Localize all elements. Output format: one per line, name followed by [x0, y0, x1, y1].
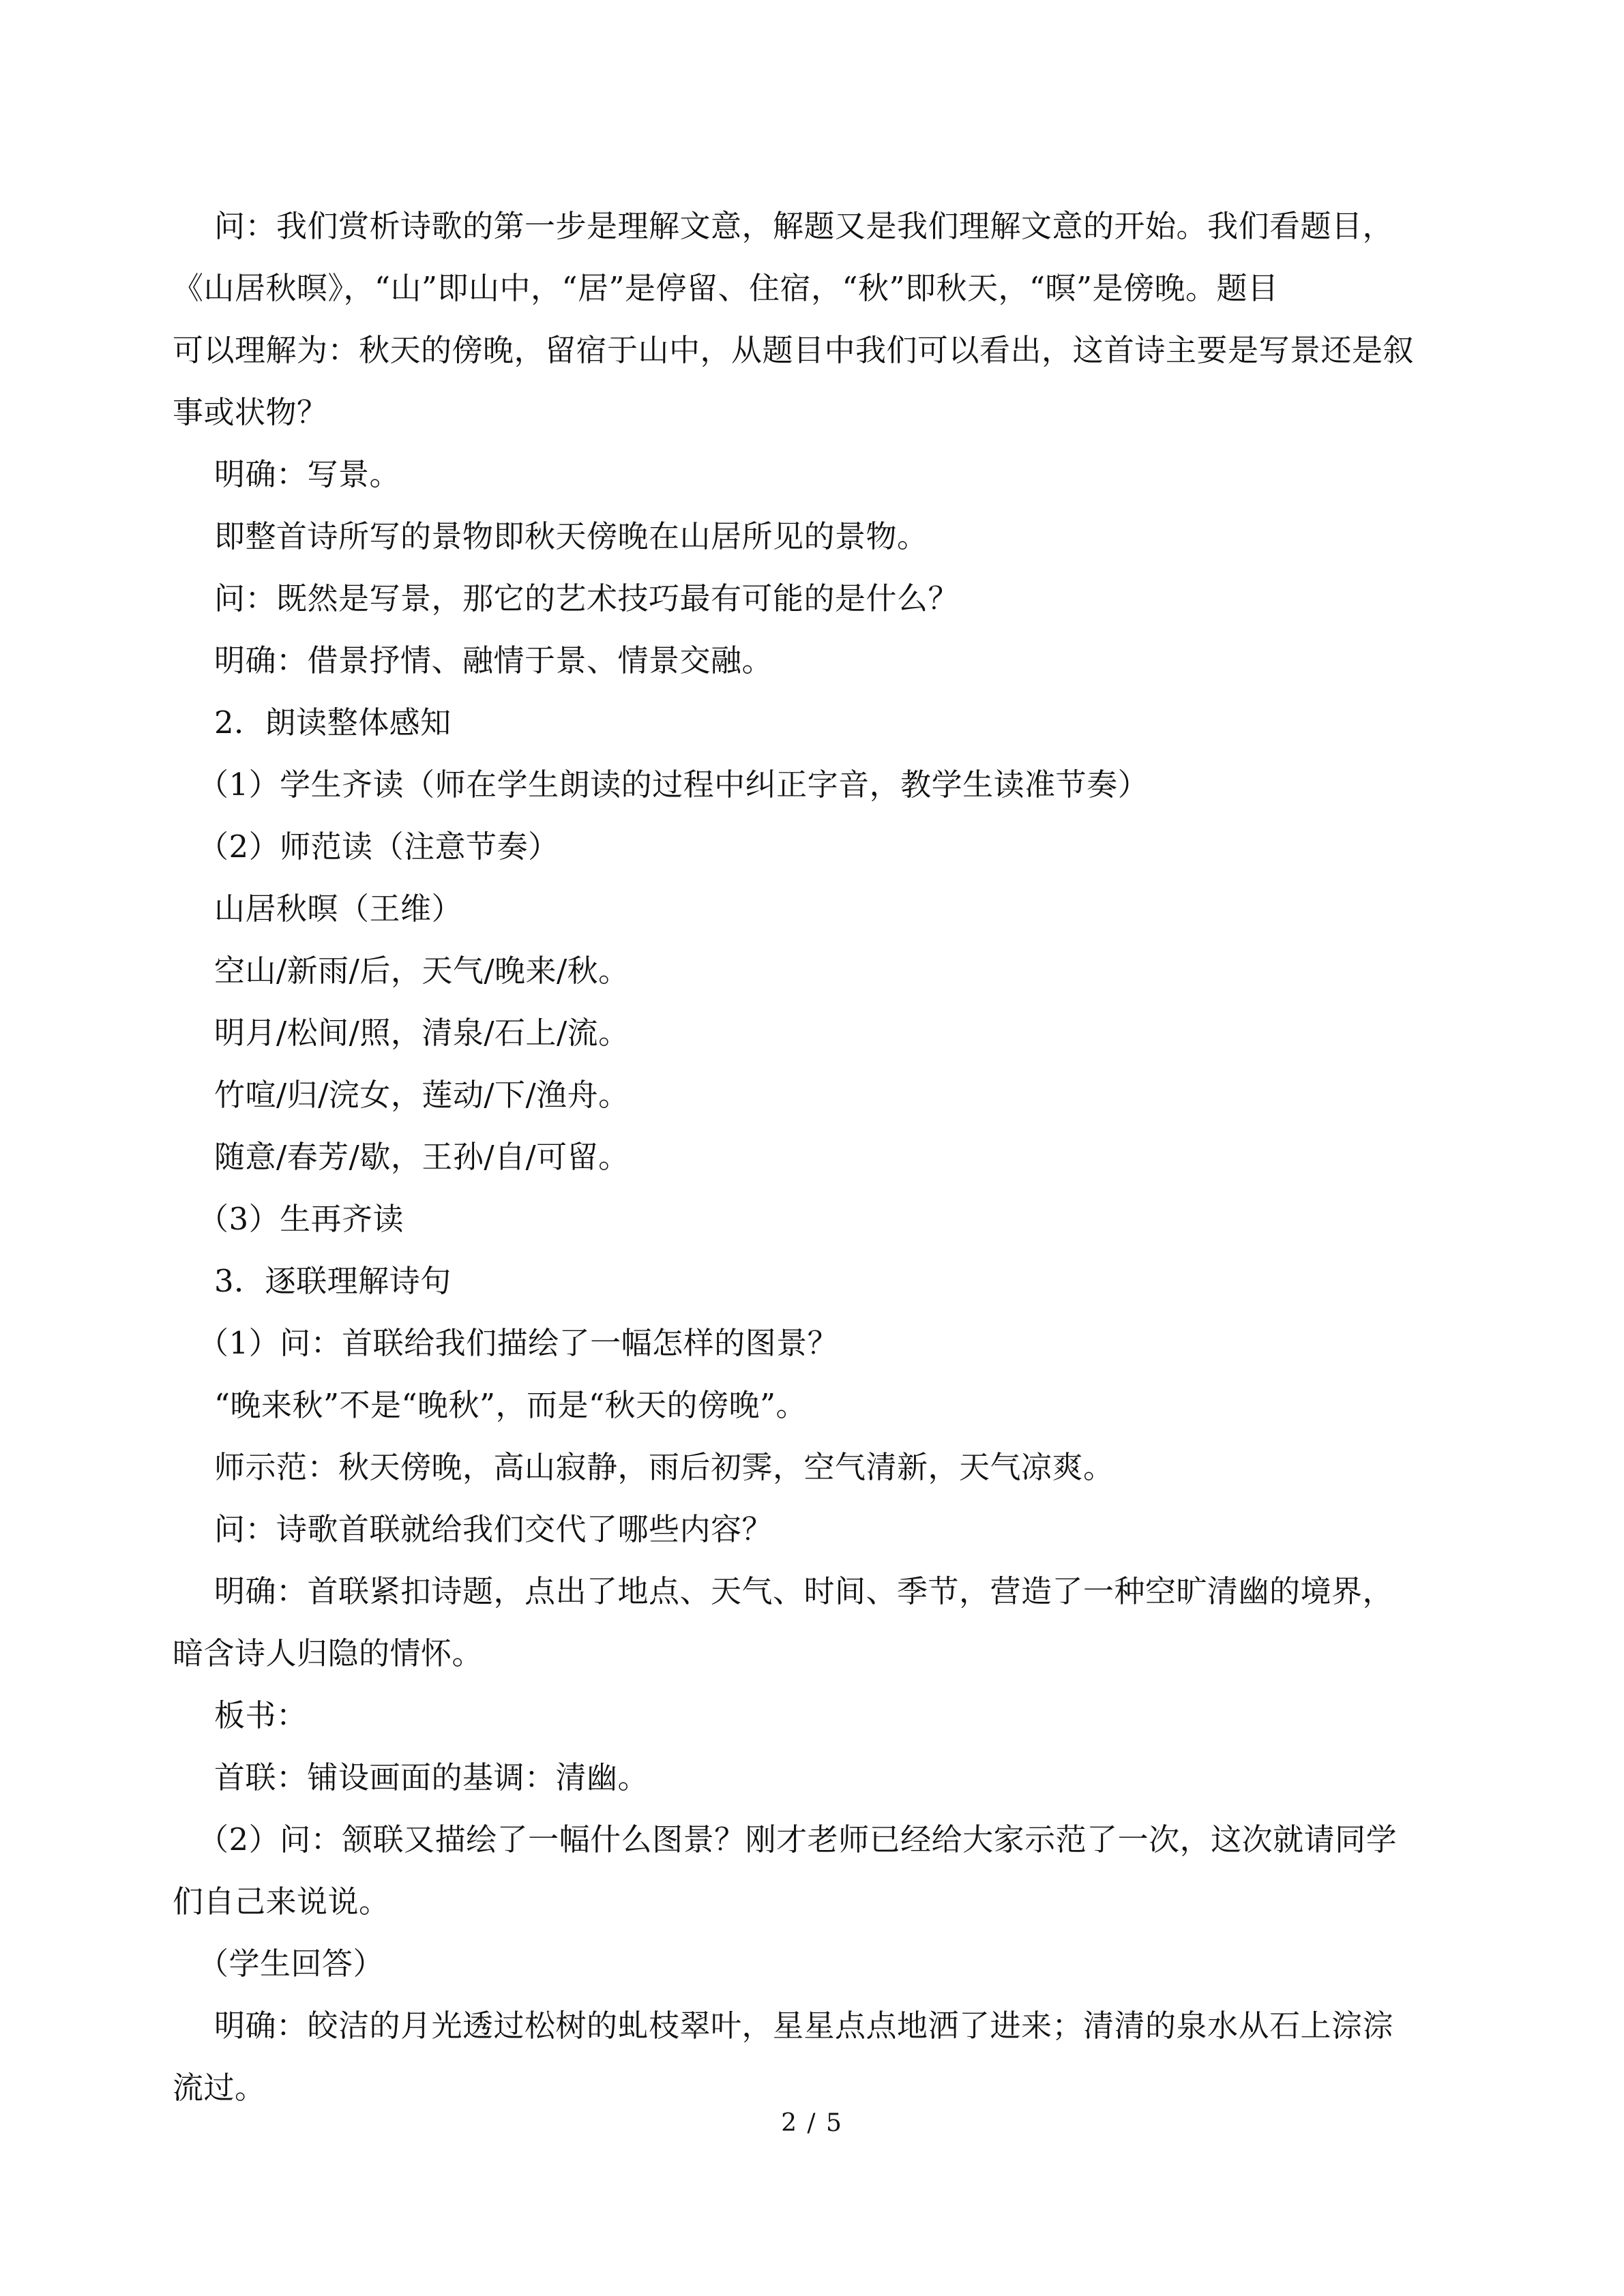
paragraph-line: 师示范：秋天傍晚，高山寂静，雨后初霁，空气清新，天气凉爽。 [214, 1449, 1114, 1485]
paragraph-line: 问：诗歌首联就给我们交代了哪些内容？ [214, 1511, 773, 1547]
section-heading: 3．逐联理解诗句 [214, 1263, 452, 1299]
paragraph-line: 事或状物？ [173, 394, 328, 430]
document-body [173, 195, 1472, 2119]
poem-title: 山居秋暝（王维） [214, 891, 463, 927]
paragraph-line: 首联：铺设画面的基调：清幽。 [214, 1759, 649, 1795]
paragraph-line: 明确：借景抒情、融情于景、情景交融。 [214, 642, 773, 679]
poem-line: 随意/春芳/歇，王孙/自/可留。 [214, 1139, 630, 1175]
paragraph-line: 明确：写景。 [214, 456, 401, 492]
paragraph-line: 明确：皎洁的月光透过松树的虬枝翠叶，星星点点地洒了进来；清清的泉水从石上淙淙 [214, 2008, 1394, 2044]
poem-line: 竹喧/归/浣女，莲动/下/渔舟。 [214, 1077, 630, 1113]
paragraph-line: 流过。 [173, 2070, 266, 2106]
paragraph-line: （2）问：颔联又描绘了一幅什么图景？刚才老师已经给大家示范了一次，这次就请同学 [198, 1821, 1398, 1858]
paragraph-line: 《山居秋暝》，“山”即山中，“居”是停留、住宿，“秋”即秋天，“暝”是傍晚。题目 [173, 270, 1279, 306]
paragraph-line: （3）生再齐读 [198, 1201, 404, 1237]
paragraph-line: 们自己来说说。 [173, 1883, 390, 1920]
paragraph-line: 问：既然是写景，那它的艺术技巧最有可能的是什么？ [214, 580, 960, 616]
paragraph-line: （1）问：首联给我们描绘了一幅怎样的图景？ [198, 1325, 839, 1361]
poem-line: 空山/新雨/后，天气/晚来/秋。 [214, 953, 630, 989]
paragraph-line: 即整首诗所写的景物即秋天傍晚在山居所见的景物。 [214, 518, 928, 554]
paragraph-line: （学生回答） [198, 1945, 385, 1982]
paragraph-line: 板书： [214, 1697, 308, 1733]
paragraph-line: 暗含诗人归隐的情怀。 [173, 1635, 484, 1671]
paragraph-line: 可以理解为：秋天的傍晚，留宿于山中，从题目中我们可以看出，这首诗主要是写景还是叙 [173, 332, 1415, 368]
paragraph-line: 明确：首联紧扣诗题，点出了地点、天气、时间、季节，营造了一种空旷清幽的境界， [214, 1573, 1394, 1609]
paragraph-line: 问：我们赏析诗歌的第一步是理解文意，解题又是我们理解文意的开始。我们看题目， [214, 208, 1394, 244]
section-heading: 2．朗读整体感知 [214, 704, 452, 741]
paragraph-line: “晚来秋”不是“晚秋”，而是“秋天的傍晚”。 [214, 1387, 808, 1423]
paragraph-line: （1）学生齐读（师在学生朗读的过程中纠正字音，教学生读准节奏） [198, 766, 1149, 803]
poem-line: 明月/松间/照，清泉/石上/流。 [214, 1015, 630, 1051]
paragraph-line: （2）师范读（注意节奏） [198, 829, 559, 865]
page-number: 2 / 5 [781, 2109, 843, 2137]
